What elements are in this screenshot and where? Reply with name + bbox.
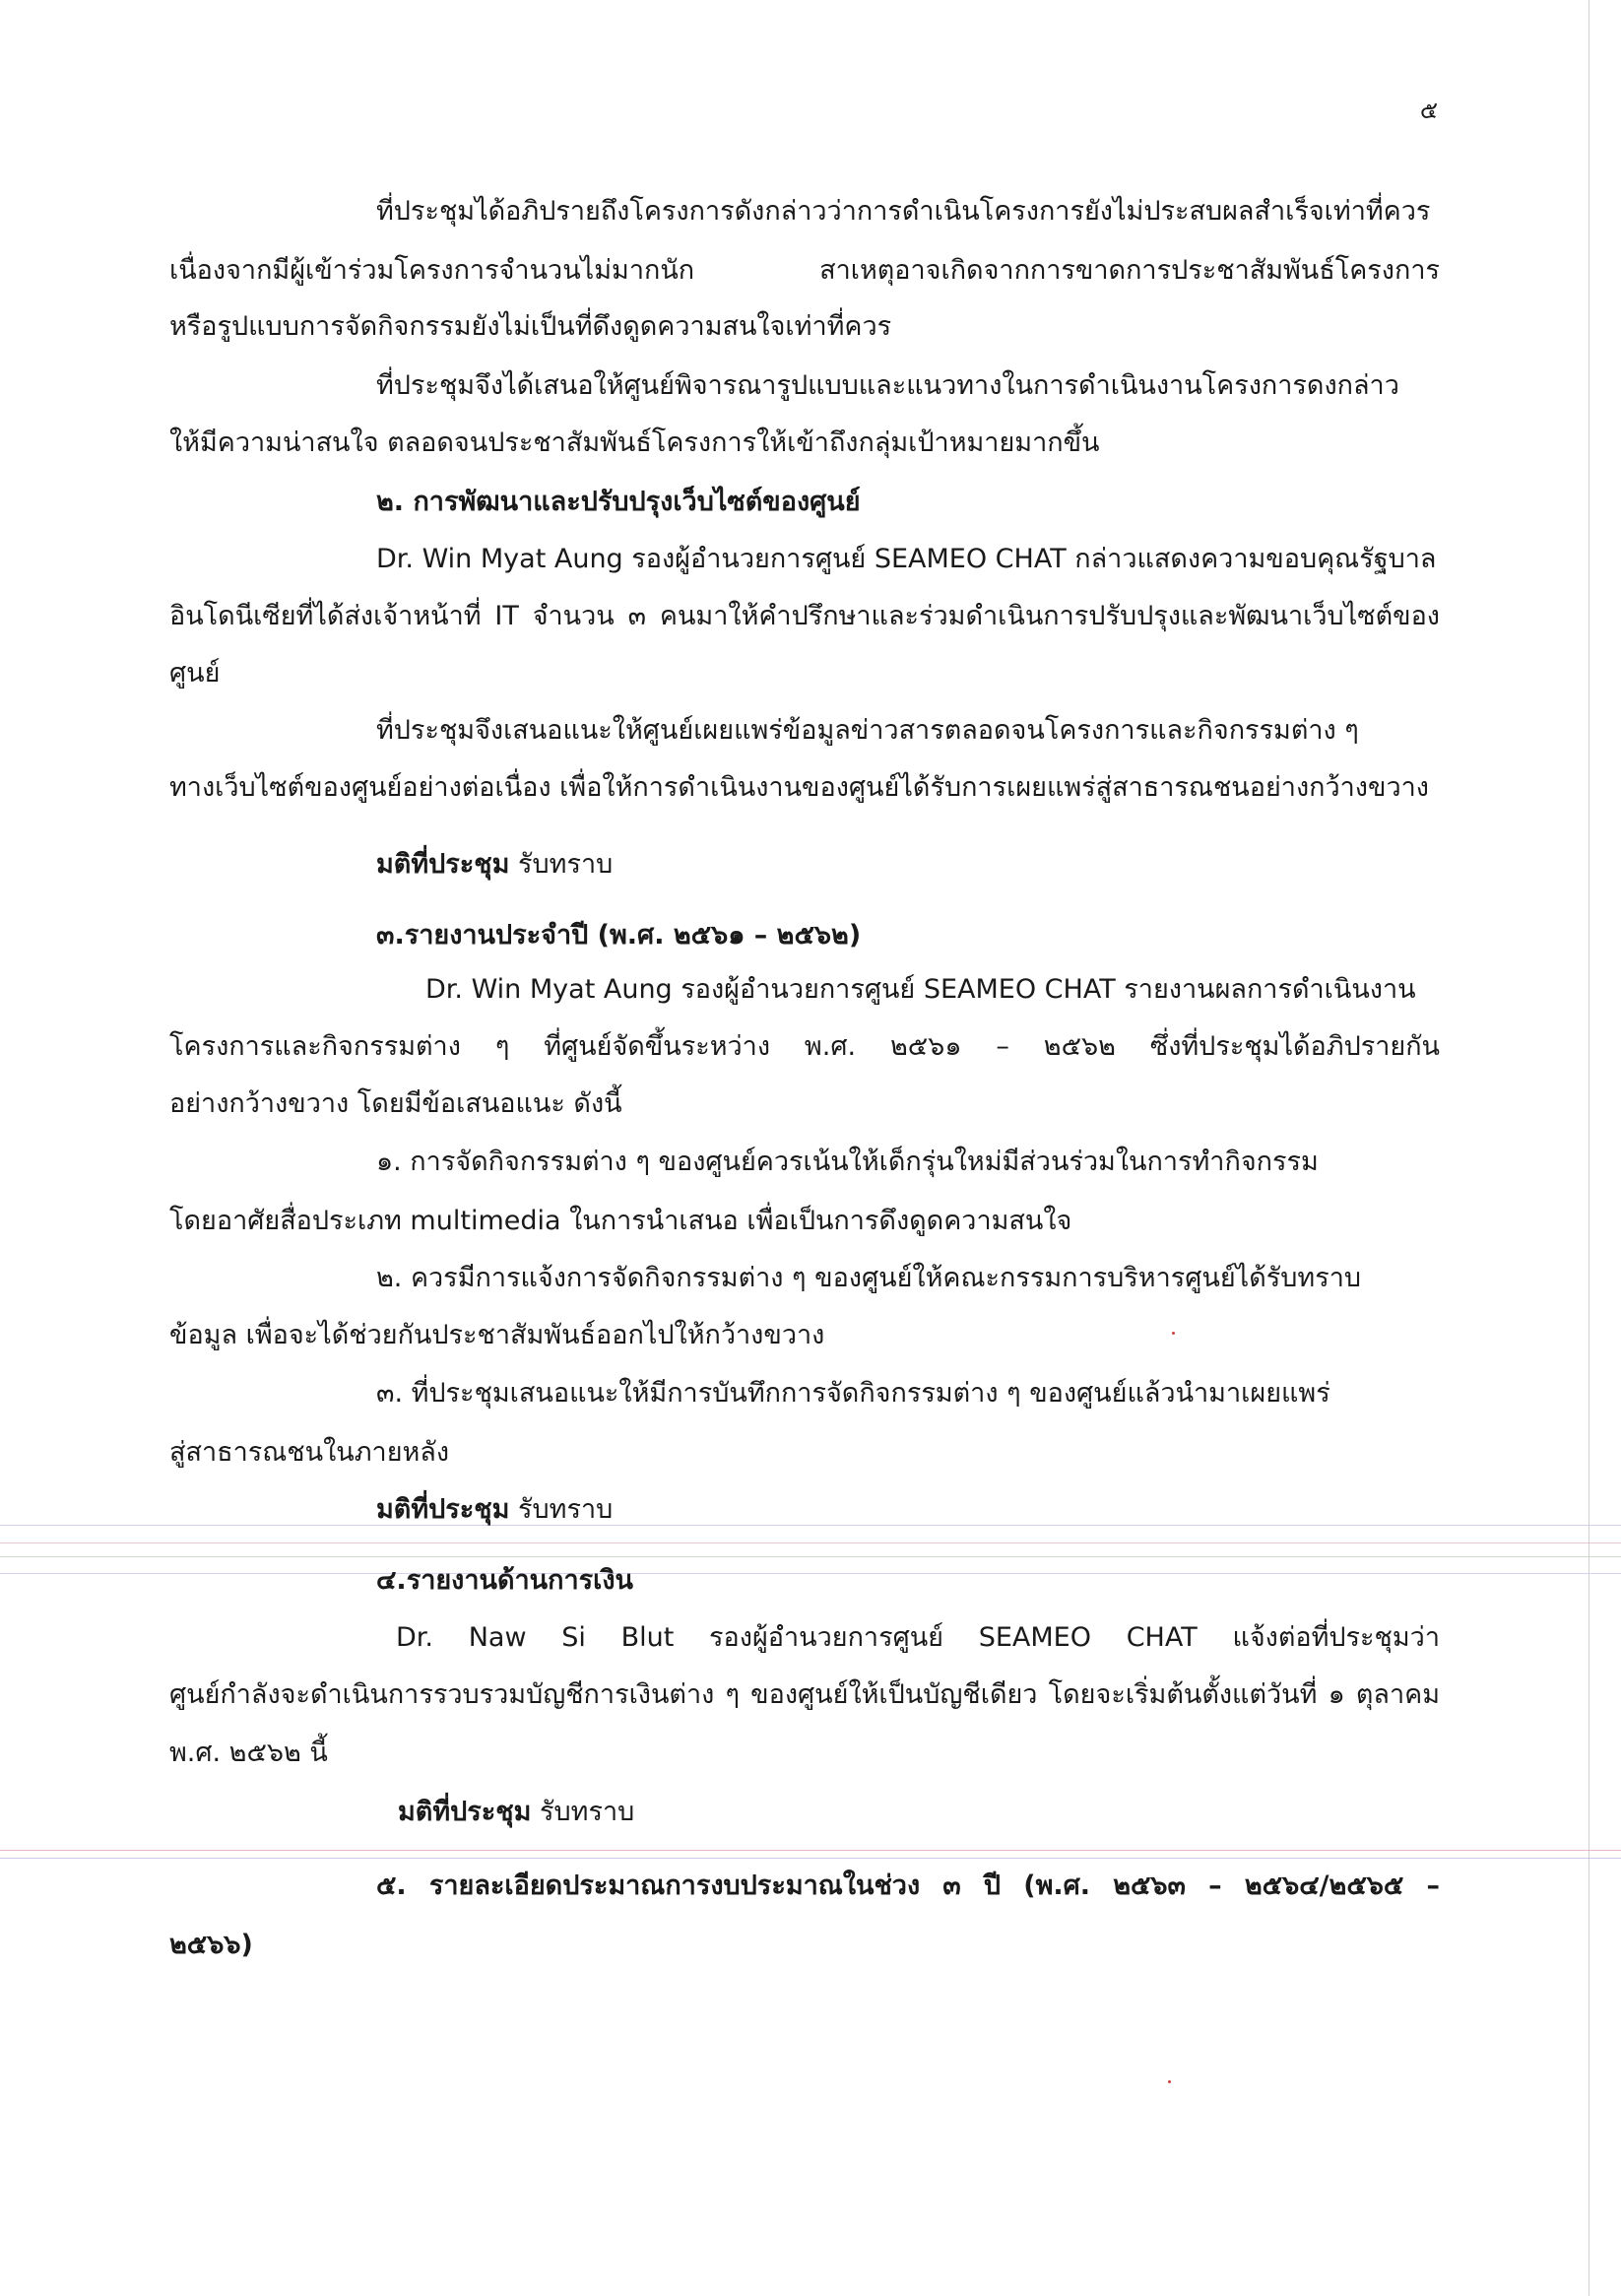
resolution-label: มติที่ประชุม xyxy=(398,1797,532,1827)
list-item-line: ๒. ควรมีการแจ้งการจัดกิจกรรมต่าง ๆ ของศูนย์ให้คณะกรรมการบริหารศูนย์ได้รับทราบ xyxy=(376,1263,1362,1293)
resolution-value: รับทราบ xyxy=(540,1797,635,1827)
scan-line xyxy=(0,1850,1621,1851)
body-text-line: พ.ศ. ๒๕๖๒ นี้ xyxy=(169,1738,328,1768)
scan-line xyxy=(0,1542,1621,1543)
section-heading-continued: ๒๕๖๖) xyxy=(169,1930,253,1960)
body-text-line: Dr. Win Myat Aung รองผู้อำนวยการศูนย์ SEAMEO CHAT กล่าวแสดงความขอบคุณรัฐบาล xyxy=(376,544,1437,574)
body-text-line: ศูนย์กำลังจะดำเนินการรวบรวมบัญชีการเงินต่าง ๆ ของศูนย์ให้เป็นบัญชีเดียว โดยจะเริ่มต้นตั้งแต่วันที่ ๑ ตุลาคม xyxy=(169,1679,1440,1710)
body-text-line: อินโดนีเซียที่ได้ส่งเจ้าหน้าที่ IT จำนวน ๓ คนมาให้คำปรึกษาและร่วมดำเนินการปรับปรุงและพัฒนาเว็บไซต์ของ xyxy=(169,601,1440,631)
body-text-line: Dr. Win Myat Aung รองผู้อำนวยการศูนย์ SEAMEO CHAT รายงานผลการดำเนินงาน xyxy=(425,974,1416,1005)
ink-speck xyxy=(1168,2080,1171,2083)
section-heading: ๕. รายละเอียดประมาณการงบประมาณในช่วง ๓ ปี (พ.ศ. ๒๕๖๓ – ๒๕๖๔/๒๕๖๕ – xyxy=(376,1870,1440,1901)
body-text-line: หรือรูปแบบการจัดกิจกรรมยังไม่เป็นที่ดึงดูดความสนใจเท่าที่ควร xyxy=(169,311,892,342)
list-item-line: โดยอาศัยสื่อประเภท multimedia ในการนำเสนอ เพื่อเป็นการดึงดูดความสนใจ xyxy=(169,1206,1072,1236)
section-heading: ๓.รายงานประจำปี (พ.ศ. ๒๕๖๑ – ๒๕๖๒) xyxy=(376,920,862,951)
body-text-line: เนื่องจากมีผู้เข้าร่วมโครงการจำนวนไม่มากนัก สาเหตุอาจเกิดจากการขาดการประชาสัมพันธ์โครงการ xyxy=(169,255,1440,286)
scan-line xyxy=(0,1525,1621,1526)
body-text-line: ที่ประชุมได้อภิปรายถึงโครงการดังกล่าวว่าการดำเนินโครงการยังไม่ประสบผลสำเร็จเท่าที่ควร xyxy=(376,196,1431,227)
section-heading: ๔.รายงานด้านการเงิน xyxy=(376,1565,634,1596)
list-item-line: ๑. การจัดกิจกรรมต่าง ๆ ของศูนย์ควรเน้นให้เด็กรุ่นใหม่มีส่วนร่วมในการทำกิจกรรม xyxy=(376,1147,1319,1177)
resolution-line xyxy=(398,1793,634,1832)
list-item-line: ข้อมูล เพื่อจะได้ช่วยกันประชาสัมพันธ์ออกไปให้กว้างขวาง xyxy=(169,1320,825,1350)
scan-line xyxy=(0,1556,1621,1557)
scan-line xyxy=(0,1573,1621,1574)
body-text-line: Dr. Naw Si Blut รองผู้อำนวยการศูนย์ SEAMEO CHAT แจ้งต่อที่ประชุมว่า xyxy=(396,1622,1440,1653)
section-heading: ๒. การพัฒนาและปรับปรุงเว็บไซต์ของศูนย์ xyxy=(376,487,861,517)
body-text-line: ทางเว็บไซต์ของศูนย์อย่างต่อเนื่อง เพื่อให้การดำเนินงานของศูนย์ได้รับการเผยแพร่สู่สาธารณชนอย่างกว้างขวาง xyxy=(169,772,1429,803)
body-text-line: ที่ประชุมจึงได้เสนอให้ศูนย์พิจารณารูปแบบและแนวทางในการดำเนินงานโครงการดงกล่าว xyxy=(376,370,1399,401)
list-item-line: ๓. ที่ประชุมเสนอแนะให้มีการบันทึกการจัดกิจกรรมต่าง ๆ ของศูนย์แล้วนำมาเผยแพร่ xyxy=(376,1378,1330,1409)
resolution-label: มติที่ประชุม xyxy=(376,849,510,880)
resolution-line xyxy=(376,845,613,885)
resolution-value: รับทราบ xyxy=(518,1494,614,1525)
body-text-line: ที่ประชุมจึงเสนอแนะให้ศูนย์เผยแพร่ข้อมูลข่าวสารตลอดจนโครงการและกิจกรรมต่าง ๆ xyxy=(376,715,1359,746)
scan-line xyxy=(0,1858,1621,1859)
resolution-line xyxy=(376,1490,613,1530)
body-text-line: โครงการและกิจกรรมต่าง ๆ ที่ศูนย์จัดขึ้นระหว่าง พ.ศ. ๒๕๖๑ – ๒๕๖๒ ซึ่งที่ประชุมได้อภิปรายกัน xyxy=(169,1031,1440,1062)
resolution-value: รับทราบ xyxy=(518,849,614,880)
ink-speck xyxy=(1172,1332,1175,1335)
body-text-line: อย่างกว้างขวาง โดยมีข้อเสนอแนะ ดังนี้ xyxy=(169,1088,622,1119)
body-text-line: ศูนย์ xyxy=(169,658,221,689)
body-text-line: ให้มีความน่าสนใจ ตลอดจนประชาสัมพันธ์โครงการให้เข้าถึงกลุ่มเป้าหมายมากขึ้น xyxy=(169,427,1100,458)
page-number: ๕ xyxy=(1419,97,1438,124)
resolution-label: มติที่ประชุม xyxy=(376,1494,510,1525)
list-item-line: สู่สาธารณชนในภายหลัง xyxy=(169,1437,450,1468)
